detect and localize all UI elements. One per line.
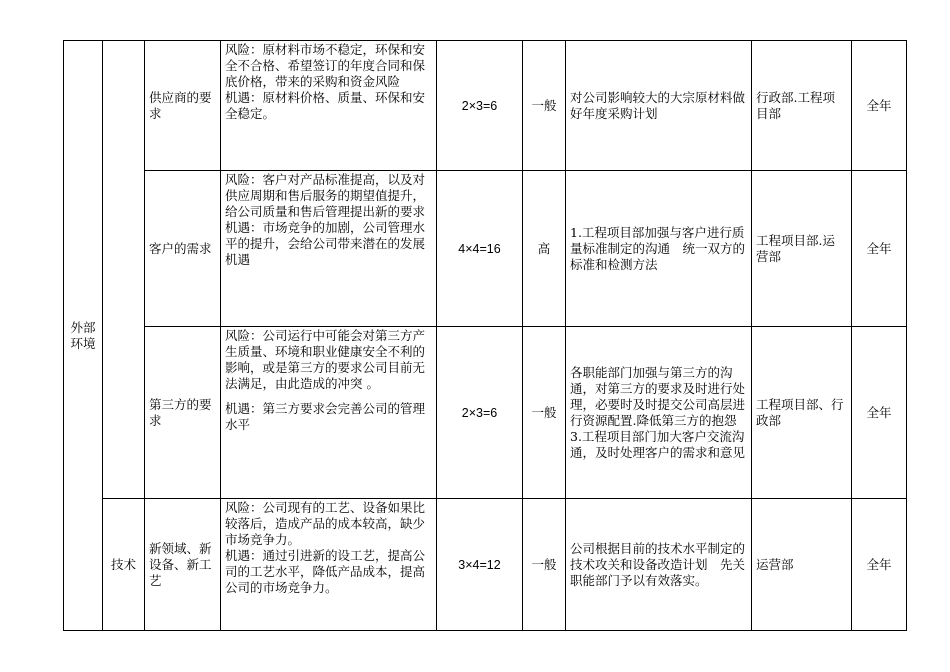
- risk-opportunity-cell: [221, 41, 437, 171]
- time-cell: [852, 171, 907, 327]
- table-row: [64, 41, 907, 171]
- dept-cell: [752, 171, 852, 327]
- factor-text: 客户的需求: [149, 240, 212, 256]
- factor-cell: [145, 41, 221, 171]
- measures-cell: [566, 41, 752, 171]
- level-cell: [523, 499, 566, 631]
- level-text: 一般: [531, 556, 557, 572]
- opportunity-text: 机遇：原材料价格、质量、环保和安全稳定。: [225, 90, 426, 121]
- dept-cell: [752, 327, 852, 499]
- time-text: 全年: [866, 556, 892, 572]
- subcategory-label: 技术: [110, 556, 136, 572]
- risk-text: 风险：客户对产品标准提高，以及对供应周期和售后服务的期望值提升，给公司质量和售后管理提出新的要求: [225, 172, 426, 219]
- level-text: 一般: [531, 97, 557, 113]
- dept-text: 工程项目部.运营部: [756, 232, 835, 264]
- measures-text: 公司根据目前的技术水平制定的技术攻关和设备改造计划 先关职能部门予以有效落实。: [570, 540, 746, 588]
- measures-text: 各职能部门加强与第三方的沟通，对第三方的要求及时进行处理，必要时及时提交公司高层进行资源配置.降低第三方的抱怨 3.工程项目部门加大客户交流沟通，及时处理客户的需求和意见: [570, 364, 746, 460]
- factor-cell: [145, 171, 221, 327]
- category-label: 外部 环境: [70, 319, 96, 351]
- dept-cell: [752, 41, 852, 171]
- score-cell: [437, 499, 523, 631]
- opportunity-text: 机遇：通过引进新的设工艺，提高公司的工艺水平，降低产品成本，提高公司的市场竞争力。: [225, 548, 426, 595]
- risk-text: 风险：公司现有的工艺、设备如果比较落后，造成产品的成本较高，缺少市场竞争力。: [225, 500, 426, 547]
- score-text: 2×3=6: [461, 98, 498, 113]
- measures-cell: [566, 499, 752, 631]
- score-text: 4×4=16: [458, 241, 501, 256]
- table-row: [64, 327, 907, 499]
- risk-opportunity-cell: [221, 327, 437, 499]
- score-text: 3×4=12: [458, 557, 501, 572]
- table-row: [64, 499, 907, 631]
- risk-opportunity-cell: [221, 171, 437, 327]
- factor-text: 第三方的要求: [149, 396, 212, 428]
- measures-cell: [566, 171, 752, 327]
- level-cell: [523, 171, 566, 327]
- measures-text: 1.工程项目部加强与客户进行质量标准制定的沟通 统一双方的标准和检测方法: [570, 224, 746, 272]
- table-row: [64, 171, 907, 327]
- measures-text: 对公司影响较大的大宗原材料做好年度采购计划: [570, 89, 746, 121]
- score-cell: [437, 41, 523, 171]
- time-cell: [852, 327, 907, 499]
- score-cell: [437, 171, 523, 327]
- risk-text: 风险：公司运行中可能会对第三方产生质量、环境和职业健康安全不利的影响，或是第三方的要求公司目前无法满足，由此造成的冲突 。: [225, 328, 426, 391]
- score-text: 2×3=6: [461, 405, 498, 420]
- opportunity-text: 机遇：市场竞争的加剧，公司管理水平的提升，会给公司带来潜在的发展机遇: [225, 220, 426, 267]
- measures-cell: [566, 327, 752, 499]
- factor-text: 新领域、新设备、新工艺: [149, 540, 212, 588]
- dept-text: 行政部.工程项目部: [756, 89, 835, 121]
- level-text: 高: [537, 240, 551, 256]
- category-cell: [64, 41, 103, 631]
- risk-opportunity-cell: [221, 499, 437, 631]
- dept-text: 运营部: [756, 556, 794, 572]
- time-cell: [852, 41, 907, 171]
- factor-cell: [145, 327, 221, 499]
- score-cell: [437, 327, 523, 499]
- factor-text: 供应商的要求: [149, 89, 212, 121]
- risk-assessment-table: [63, 40, 907, 631]
- time-cell: [852, 499, 907, 631]
- level-cell: [523, 327, 566, 499]
- time-text: 全年: [866, 97, 892, 113]
- dept-cell: [752, 499, 852, 631]
- time-text: 全年: [866, 404, 892, 420]
- level-text: 一般: [531, 404, 557, 420]
- time-text: 全年: [866, 240, 892, 256]
- opportunity-text: 机遇：第三方要求会完善公司的管理水平: [225, 401, 426, 432]
- risk-text: 风险：原材料市场不稳定，环保和安全不合格、希望签订的年度合同和保底价格，带来的采购和资金风险: [225, 42, 426, 89]
- factor-cell: [145, 499, 221, 631]
- subcategory-cell: [103, 499, 145, 631]
- subcategory-cell: [103, 41, 145, 499]
- dept-text: 工程项目部、行政部: [756, 396, 844, 428]
- level-cell: [523, 41, 566, 171]
